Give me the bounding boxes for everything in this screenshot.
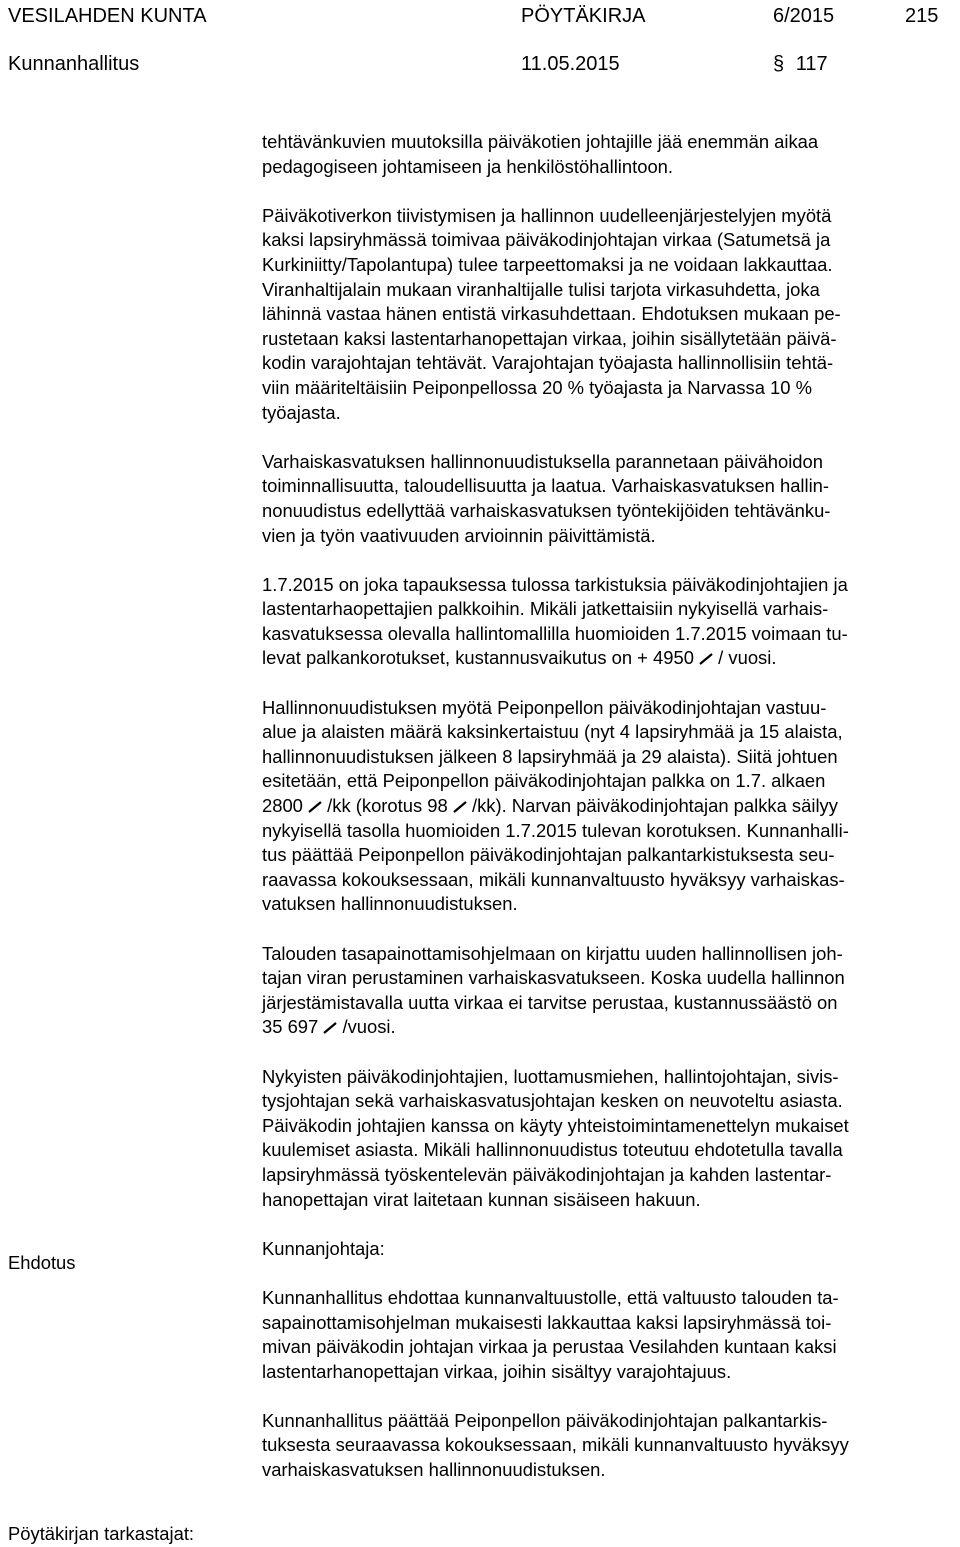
paragraph: Päiväkotiverkon tiivistymisen ja hallinnon uudelleenjärjestelyjen myötä kaksi lapsiryhmässä toimivaa päiväkodinjohtajan virkaa (Satumetsä ja Kurkiniitty/Tapolantupa) tulee tarpeettomaksi ja ne voidaan lakkauttaa. Viranhaltijalain mukaan viranhaltijalle tulisi tarjota virkasuhdetta, joka lähinnä vastaa hänen entistä virkasuhdettaan. Ehdotuksen mukaan pe- rustetaan kaksi lastentarhanopettajan virkaa, joihin sisällytetään päivä- kodin varajohtajan tehtävät. Varajohtajan työajasta hallinnollisiin tehtä- viin määriteltäisiin Peiponpellossa 20 % työajasta ja Narvassa 10 % työajasta. (262, 204, 841, 423)
section-number (773, 52, 828, 76)
paragraph-savings (262, 942, 958, 1040)
section-sign: § (773, 53, 785, 75)
paragraph: Varhaiskasvatuksen hallinnonuudistuksella parannetaan päivähoidon toiminnallisuutta, taloudellisuutta ja laatua. Varhaiskasvatuksen hallin- nonuudistus edellyttää varhaiskasvatuksen työntekijöiden tehtävänku- vien ja työn vaativuuden arvioinnin päivittämistä. (262, 450, 831, 546)
page-number: 215 (905, 5, 939, 27)
text-run: /vuosi. (337, 1016, 396, 1038)
euro-icon (323, 1022, 337, 1034)
paragraph-negotiations: Nykyisten päiväkodinjohtajien, luottamusmiehen, hallintojohtajan, sivis- tysjohtajan sekä varhaiskasvatusjohtajan kesken on neuvoteltu asiasta. Päiväkodin johtajien kanssa on käyty yhteistoimintamenettelyn mukaiset kuulemiset asiasta. Mikäli hallinnonuudistus toteutuu ehdotetulla tavalla lapsiryhmässä työskentelevän päiväkodinjohtajan ja kahden lastentar- hanopettajan virat laitetaan kunnan sisäiseen hakuun. (262, 1065, 849, 1210)
document-body (262, 130, 958, 1507)
paragraph: tehtävänkuvien muutoksilla päiväkotien johtajille jää enemmän aikaa pedagogiseen johtamiseen ja henkilöstöhallintoon. (262, 131, 819, 177)
document-number: 6/2015 (773, 5, 835, 27)
document-type: PÖYTÄKIRJA (521, 5, 646, 27)
text-run: 1.7.2015 on joka tapauksessa tulossa tarkistuksia päiväkodinjohtajien ja lastentarhaopettajien palkkoihin. Mikäli jatkettaisiin nykyisellä varhais- kasvatuksessa olevalla hallintomallilla huomioiden 1.7.2015 voimaan tu- levat palkankorotukset, kustannusvaikutus on + 4950 (262, 573, 848, 669)
meeting-body: Kunnanhallitus (8, 53, 140, 75)
paragraph-reform (262, 696, 958, 917)
text-run: /kk). Narvan päiväkodinjohtajan palkka säilyy nykyisellä tasolla huomioiden 1.7.2015 tulevan korotuksen. Kunnanhalli- tus päättää Peiponpellon päiväkodinjohtajan palkantarkistuksesta seu- raavassa kokouksessaan, mikäli kunnanvaltuusto hyväksyy varhaiskas- vatuksen hallinnonuudistuksen. (262, 795, 849, 915)
text-run: Hallinnonuudistuksen myötä Peiponpellon päiväkodinjohtajan vastuu- alue ja alaisten määrä kaksinkertaistuu (nyt 4 lapsiryhmää ja 15 alaista, hallinnonuudistuksen jälkeen 8 lapsiryhmää ja 29 alaista). Siitä johtuen esitetään, että Peiponpellon päiväkodinjohtajan palkka on 1.7. alkaen 2800 (262, 696, 843, 817)
text-run: /kk (korotus 98 (322, 795, 453, 817)
euro-icon (699, 653, 713, 665)
proposal-label: Ehdotus (8, 1252, 76, 1273)
text-run: Talouden tasapainottamisohjelmaan on kirjattu uuden hallinnollisen joh- tajan viran perustaminen varhaiskasvatukseen. Koska uudella hallinnon järjestämistavalla uutta virkaa ei tarvitse perustaa, kustannussäästö on 35 697 (262, 942, 845, 1038)
paragraph-salary (262, 573, 958, 671)
euro-icon (453, 801, 467, 813)
euro-icon (308, 801, 322, 813)
text-run: / vuosi. (713, 647, 777, 669)
minutes-reviewers-label: Pöytäkirjan tarkastajat: (8, 1523, 195, 1544)
proposal-item: Kunnanhallitus ehdottaa kunnanvaltuustolle, että valtuusto talouden ta- sapainottamisohjelman mukaisesti lakkauttaa kaksi lapsiryhmässä toi- mivan päiväkodin johtajan virkaa ja perustaa Vesilahden kuntaan kaksi lastentarhanopettajan virkaa, joihin sisältyy varajohtajuus. (262, 1286, 839, 1382)
municipality-name: VESILAHDEN KUNTA (8, 5, 207, 27)
proposal-presenter: Kunnanjohtaja: (262, 1237, 385, 1259)
section-number-value: 117 (795, 53, 828, 75)
meeting-date: 11.05.2015 (521, 53, 620, 75)
proposal-item: Kunnanhallitus päättää Peiponpellon päiväkodinjohtajan palkantarkis- tuksesta seuraavassa kokouksessaan, mikäli kunnanvaltuusto hyväksyy varhaiskasvatuksen hallinnonuudistuksen. (262, 1409, 849, 1481)
